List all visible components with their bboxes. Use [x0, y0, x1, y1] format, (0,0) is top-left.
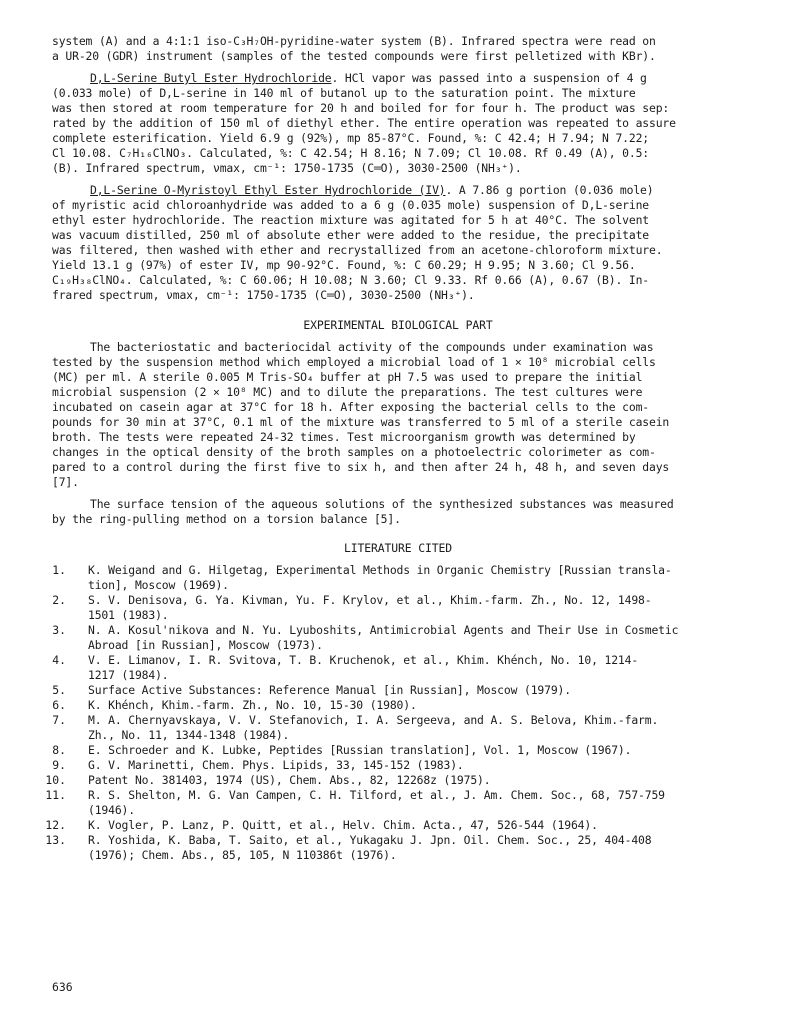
paragraph-first-line: [90, 71, 647, 86]
text-line: was then stored at room temperature for 20 h and boiled for for four h. The product was sep:: [52, 101, 670, 115]
reference-number: 3.: [52, 623, 66, 637]
reference-number: 11.: [45, 788, 66, 802]
text-line: Yield 13.1 g (97%) of ester IV, mp 90-92°C. Found, %: C 60.29; H 9.95; N 3.60; Cl 9.56.: [52, 258, 636, 272]
references-heading: LITERATURE CITED: [343, 541, 453, 555]
paragraph-first-line: [90, 183, 653, 198]
text-line: pounds for 30 min at 37°C, 0.1 ml of the mixture was transferred to 5 ml of a sterile casein: [52, 415, 670, 429]
reference-text: S. V. Denisova, G. Ya. Kivman, Yu. F. Krylov, et al., Khim.-farm. Zh., No. 12, 1498-: [88, 593, 652, 607]
reference-text: Abroad [in Russian], Moscow (1973).: [88, 638, 323, 652]
text-run: . HCl vapor was passed into a suspension of 4 g: [331, 71, 647, 85]
section-heading: EXPERIMENTAL BIOLOGICAL PART: [303, 318, 493, 332]
reference-text: Zh., No. 11, 1344-1348 (1984).: [88, 728, 290, 742]
reference-number: 5.: [52, 683, 66, 697]
reference-text: K. Vogler, P. Lanz, P. Quitt, et al., Helv. Chim. Acta., 47, 526-544 (1964).: [88, 818, 598, 832]
text-run: . A 7.86 g portion (0.036 mole): [445, 183, 654, 197]
reference-text: G. V. Marinetti, Chem. Phys. Lipids, 33, 145-152 (1983).: [88, 758, 464, 772]
reference-text: V. E. Limanov, I. R. Svitova, T. B. Kruchenok, et al., Khim. Khénch, No. 10, 1214-: [88, 653, 639, 667]
reference-text: (1946).: [88, 803, 135, 817]
reference-number: 12.: [45, 818, 66, 832]
reference-text: Surface Active Substances: Reference Manual [in Russian], Moscow (1979).: [88, 683, 571, 697]
reference-number: 6.: [52, 698, 66, 712]
text-line: complete esterification. Yield 6.9 g (92%), mp 85-87°C. Found, %: C 42.4; H 7.94; N 7.22;: [52, 131, 649, 145]
reference-number: 10.: [45, 773, 66, 787]
reference-text: (1976); Chem. Abs., 85, 105, N 110386t (1976).: [88, 848, 397, 862]
reference-text: M. A. Chernyavskaya, V. V. Stefanovich, I. A. Sergeeva, and A. S. Belova, Khim.-farm.: [88, 713, 659, 727]
text-line: (MC) per ml. A sterile 0.005 M Tris-SO₄ buffer at pH 7.5 was used to prepare the initial: [52, 370, 643, 384]
text-line: a UR-20 (GDR) instrument (samples of the tested compounds were first pelletized with KBr).: [52, 49, 656, 63]
text-line: frared spectrum, νmax, cm⁻¹: 1750-1735 (C═O), 3030-2500 (NH₃⁺).: [52, 288, 475, 302]
text-line: incubated on casein agar at 37°C for 18 h. After exposing the bacterial cells to the com-: [52, 400, 649, 414]
text-line: (B). Infrared spectrum, νmax, cm⁻¹: 1750-1735 (C═O), 3030-2500 (NH₃⁺).: [52, 161, 522, 175]
reference-text: Patent No. 381403, 1974 (US), Chem. Abs., 82, 12268z (1975).: [88, 773, 491, 787]
text-line: system (A) and a 4:1:1 iso-C₃H₇OH-pyridine-water system (B). Infrared spectra were read on: [52, 34, 656, 48]
text-line: broth. The tests were repeated 24-32 times. Test microorganism growth was determined by: [52, 430, 636, 444]
text-line: C₁₉H₃₈ClNO₄. Calculated, %: C 60.06; H 10.08; N 3.60; Cl 9.33. Rf 0.66 (A), 0.67 (B). In-: [52, 273, 649, 287]
reference-text: K. Weigand and G. Hilgetag, Experimental Methods in Organic Chemistry [Russian transla-: [88, 563, 672, 577]
reference-number: 8.: [52, 743, 66, 757]
page-number: 636: [52, 980, 73, 994]
text-line: The bacteriostatic and bacteriocidal activity of the compounds under examination was: [90, 340, 654, 354]
text-line: microbial suspension (2 × 10⁸ MC) and to dilute the preparations. The test cultures were: [52, 385, 643, 399]
reference-number: 4.: [52, 653, 66, 667]
text-line: [7].: [52, 475, 79, 489]
text-line: rated by the addition of 150 ml of diethyl ether. The entire operation was repeated to assure: [52, 116, 676, 130]
text-line: changes in the optical density of the broth samples on a photoelectric colorimeter as com-: [52, 445, 656, 459]
text-line: by the ring-pulling method on a torsion balance [5].: [52, 512, 401, 526]
reference-number: 1.: [52, 563, 66, 577]
text-line: (0.033 mole) of D,L-serine in 140 ml of butanol up to the saturation point. The mixture: [52, 86, 636, 100]
text-line: was vacuum distilled, 250 ml of absolute ether were added to the residue, the precipitate: [52, 228, 649, 242]
reference-text: R. S. Shelton, M. G. Van Campen, C. H. Tilford, et al., J. Am. Chem. Soc., 68, 757-759: [88, 788, 665, 802]
text-line: The surface tension of the aqueous solutions of the synthesized substances was measured: [90, 497, 674, 511]
reference-number: 9.: [52, 758, 66, 772]
text-line: pared to a control during the first five to six h, and then after 24 h, 48 h, and seven days: [52, 460, 670, 474]
text-line: Cl 10.08. C₇H₁₆ClNO₃. Calculated, %: C 42.54; H 8.16; N 7.09; Cl 10.08. Rf 0.49 (A), 0.5:: [52, 146, 649, 160]
reference-number: 7.: [52, 713, 66, 727]
reference-text: N. A. Kosul'nikova and N. Yu. Lyuboshits, Antimicrobial Agents and Their Use in Cosmetic: [88, 623, 679, 637]
reference-number: 2.: [52, 593, 66, 607]
reference-number: 13.: [45, 833, 66, 847]
compound-title: D,L-Serine O-Myristoyl Ethyl Ester Hydrochloride (IV): [90, 183, 446, 197]
reference-text: E. Schroeder and K. Lubke, Peptides [Russian translation], Vol. 1, Moscow (1967).: [88, 743, 632, 757]
reference-text: K. Khénch, Khim.-farm. Zh., No. 10, 15-30 (1980).: [88, 698, 417, 712]
reference-text: 1217 (1984).: [88, 668, 169, 682]
text-line: was filtered, then washed with ether and recrystallized from an acetone-chloroform mixture.: [52, 243, 663, 257]
reference-text: R. Yoshida, K. Baba, T. Saito, et al., Yukagaku J. Jpn. Oil. Chem. Soc., 25, 404-408: [88, 833, 652, 847]
text-line: ethyl ester hydrochloride. The reaction mixture was agitated for 5 h at 40°C. The solvent: [52, 213, 649, 227]
compound-title: D,L-Serine Butyl Ester Hydrochloride: [90, 71, 332, 85]
reference-text: 1501 (1983).: [88, 608, 169, 622]
reference-text: tion], Moscow (1969).: [88, 578, 229, 592]
text-line: tested by the suspension method which employed a microbial load of 1 × 10⁸ microbial cells: [52, 355, 656, 369]
text-line: of myristic acid chloroanhydride was added to a 6 g (0.035 mole) suspension of D,L-serine: [52, 198, 649, 212]
